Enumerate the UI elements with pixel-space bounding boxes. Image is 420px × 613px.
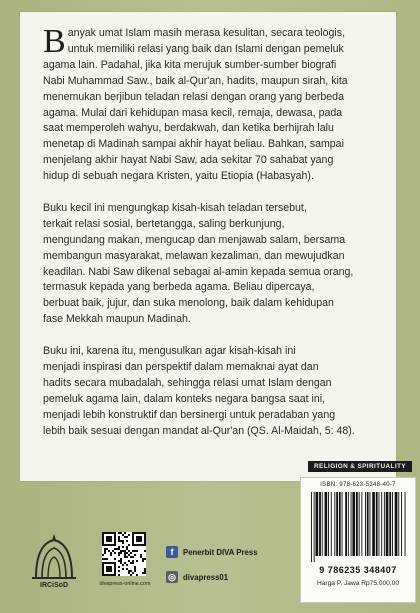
instagram-icon: ◎ <box>166 571 178 583</box>
line-2-7: berbuat baik, jujur, dan suka menolong, baik dalam kehidupan <box>43 297 334 310</box>
category-banner: RELIGION & SPIRITUALITY <box>308 461 412 472</box>
line-1-2: untuk memiliki relasi yang baik dan Islami dengan pemeluk <box>67 42 344 55</box>
line-2-6: termasuk kepada yang berbeda agama. Beliau dipercaya, <box>43 281 315 294</box>
instagram-row <box>166 571 228 583</box>
line-2-3: mengundang makan, mengucap dan menjawab salam, bersama <box>43 233 346 246</box>
barcode-icon <box>309 492 407 562</box>
line-2-2: terkait relasi sosial, bertetangga, saling berkunjung, <box>43 217 285 230</box>
price-label: Harga P. Jawa Rp75.000,00 <box>317 580 399 587</box>
line-3-4: pemeluk agama lain, dalam konteks negara bangsa saat ini, <box>43 392 326 405</box>
drop-cap: B <box>43 23 66 60</box>
barcode-box <box>300 477 416 603</box>
line-3-3: hadits secara mubadalah, sehingga relasi umat Islam dengan <box>43 376 332 389</box>
blurb-paragraph-3 <box>43 344 375 439</box>
line-2-5: keadilan. Nabi Saw dikenal sebagai al-amin kepada semua orang, <box>43 265 354 278</box>
facebook-label: Penerbit DIVA Press <box>183 547 258 557</box>
qr-label: divapress-online.com <box>99 581 151 587</box>
blurb-paragraph-2 <box>43 201 375 328</box>
isbn-digits: 9 786235 348407 <box>319 565 397 575</box>
line-2-1: Buku kecil ini mengungkap kisah-kisah teladan tersebut, <box>43 201 307 214</box>
line-3-2: menjadi inspirasi dan perspektif dalam memaknai ayat dan <box>43 361 319 373</box>
line-1-8: menetap di Madinah sampai akhir hayat beliau. Bahkan, sampai <box>43 138 344 151</box>
line-2-4: membangun masyarakat, melawan kezaliman, dan mewujudkan <box>43 249 345 262</box>
instagram-label: divapress01 <box>183 572 229 582</box>
qr-code-icon <box>102 532 146 576</box>
line-1-4: Nabi Muhammad Saw., baik al-Qur'an, hadits, maupun sirah, kita <box>43 74 348 87</box>
facebook-icon: f <box>166 546 178 558</box>
line-3-6: lebih baik sesuai dengan mandat al-Qur'an (QS. Al-Maidah, 5: 48). <box>43 424 355 437</box>
blurb-text <box>43 23 375 455</box>
line-1-3: agama lain. Padahal, jika kita merujuk sumber-sumber biografi <box>43 58 337 71</box>
line-1-6: agama. Mulai dari kehidupan masa kecil, remaja, dewasa, pada <box>43 106 343 119</box>
line-1-1-visible: anyak umat Islam masih merasa kesulitan, secara teologis, <box>67 27 346 39</box>
line-1-10: hidup di sebuah negara Kristen, yaitu Etiopia (Habasyah). <box>43 170 314 183</box>
line-2-8: fase Mekkah maupun Madinah. <box>43 313 191 326</box>
publisher-logo-label: IRCiSoD <box>40 582 68 589</box>
isbn-label: ISBN: 978-623-5348-40-7 <box>320 482 396 488</box>
line-3-1: Buku ini, karena itu, mengusulkan agar kisah-kisah ini <box>43 345 296 358</box>
line-1-7: saat memperoleh wahyu, berdakwah, dan ketika berhijrah lalu <box>43 122 334 135</box>
line-1-5: menemukan berjibun teladan relasi dengan orang yang berbeda <box>43 90 344 103</box>
line-3-5: menjadi lebih konstruktif dan bersinergi untuk peradaban yang <box>43 408 336 421</box>
blurb-paragraph-1 <box>43 23 375 185</box>
mosque-dome-logo <box>26 530 82 600</box>
facebook-row <box>166 546 258 558</box>
line-1-9: menjelang akhir hayat Nabi Saw, ada sekitar 70 sahabat yang <box>43 154 334 167</box>
